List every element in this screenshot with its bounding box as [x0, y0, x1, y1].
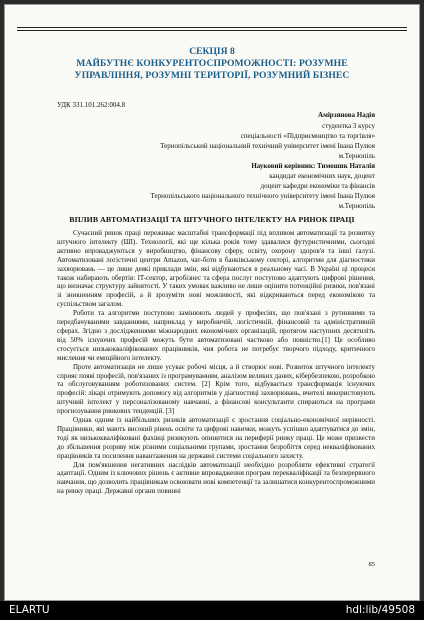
- udc-code: УДК 331.101.262:004.8: [57, 101, 126, 109]
- supervisor-position: доцент кафедри економіки та фінансів: [260, 182, 375, 190]
- repository-footer: [0, 601, 424, 620]
- author-name: Амірзянова Надія: [318, 111, 375, 119]
- supervisor-university: Тернопільського національного технічного університету імені Івана Пулюя: [150, 192, 375, 200]
- handle-link[interactable]: hdl:lib/49508: [345, 604, 415, 616]
- author-status: студентка 3 курсу: [322, 122, 375, 130]
- page-number: 85: [368, 561, 375, 568]
- header-rule: [17, 27, 407, 28]
- paragraph: Однак одним із найбільших ризиків автоматизації є зростання соціально-економічної нерівності. Працівники, які мають високий рівень освіти та цифрові навички, можуть успішно адаптуватися до змін, тоді як низькокваліфіковані фахівці ризикують опинитися на периферії ринку праці. Це може призвести до збільшення розриву між різними соціальними групами, зростання безробіття серед некваліфікованих працівників та посилення навантаження на державні системи соціального захисту.: [57, 416, 375, 460]
- author-university: Тернопільський національний технічний університет імені Івана Пулюя: [160, 142, 375, 150]
- author-specialty: спеціальності «Підприємництво та торгівля»: [240, 132, 375, 140]
- article-heading: ВПЛИВ АВТОМАТИЗАЦІЇ ТА ШТУЧНОГО ІНТЕЛЕКТУ НА РИНОК ПРАЦІ: [69, 215, 355, 224]
- supervisor-degree: кандидат економічних наук, доцент: [269, 172, 375, 180]
- repository-name: ELARTU: [9, 604, 50, 616]
- paragraph: Проте автоматизація не лише усуває робочі місця, а й створює нові. Розвиток штучного інтелекту сприяє появі професій, пов'язаних із програмуванням, аналізом великих даних, кібербезпекою, розробкою та обслуговуванням роботизованих систем. [2] Крім того, відбувається трансформація існуючих професій: лікарі отримують допомогу від алгоритмів у діагностиці захворювань, вчителі використовують штучний інтелект у персоналізованому навчанні, а фінансові консультанти спираються на програми прогнозування ринкових тенденцій. [3]: [57, 362, 375, 416]
- paragraph: Сучасний ринок праці переживає масштабні трансформації під впливом автоматизації та розвитку штучного інтелекту (ШІ). Технології, які ще кілька років тому здавалися футуристичними, сьогодні активно впроваджуються у виробництво, фінансову сферу, освіту, охорону здоров'я та інші галузі. Автоматизовані логістичні центри Amazon, чат-боти в банківському секторі, алгоритми для діагностики захворювань — це лише деякі приклади змін, які відбуваються в реальному часі. В Україні ці процеси також набирають обертів: IT-сектор, агробізнес та сфера послуг поступово адаптують цифрові рішення, що визначає структуру зайнятості. У таких умовах важливо не лише оцінити потенційні ризики, пов'язані зі зникненням професій, а й зрозуміти нові можливості, які відкриваються перед економікою та суспільством загалом.: [57, 229, 375, 309]
- author-city: м.Тернопіль: [338, 152, 375, 160]
- document-page: [4, 4, 420, 601]
- paragraph: Для пом'якшення негативних наслідків автоматизації необхідно розробляти ефективні стратегії адаптації. Одним із ключових рішень є активне впровадження програм перекваліфікації та безперервного навчання, що дозволить працівникам освоювати нові компетенції та залишатися конкурентоспроможними на ринку праці. Державні органи повинні: [57, 460, 375, 496]
- article-body: [57, 229, 375, 496]
- section-number: СЕКЦІЯ 8: [189, 46, 235, 57]
- header-rule-thin: [17, 30, 407, 31]
- section-title-line1: МАЙБУТНЄ КОНКУРЕНТОСПРОМОЖНОСТІ: РОЗУМНЕ: [76, 58, 348, 69]
- supervisor-name: Науковий керівник: Тимошик Наталія: [251, 162, 375, 170]
- supervisor-city: м.Тернопіль: [338, 202, 375, 210]
- paragraph: Роботи та алгоритми поступово замінюють людей у професіях, що пов'язані з рутинними та передбачуваними завданнями, наприклад у виробничій, логістичній, фінансовій та адміністративній сферах. Згідно з дослідженнями міжнародних економічних організацій, протягом наступних десятиліть від 50% існуючих професій можуть бути автоматизовані частково або повністю.[1] Це особливо стосується низькокваліфікованих працівників, чия робота не потребує творчого підходу, критичного мислення чи емоційного інтелекту.: [57, 309, 375, 362]
- section-title-line2: УПРАВЛІННЯ, РОЗУМНІ ТЕРИТОРІЇ, РОЗУМНИЙ БІЗНЕС: [74, 70, 350, 81]
